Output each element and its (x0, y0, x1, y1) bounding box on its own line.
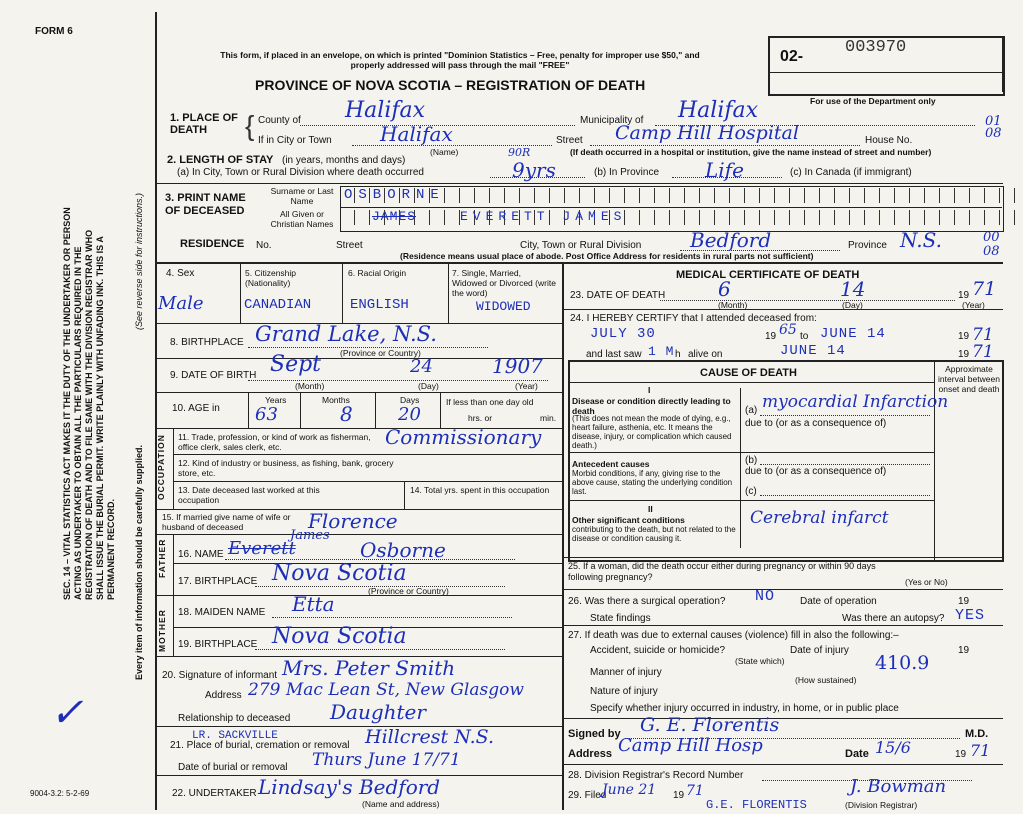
death-year-label: (Year) (962, 300, 985, 310)
registrar-label: (Division Registrar) (845, 800, 918, 810)
stay-b-value: Life (705, 158, 744, 182)
dob-year: 1907 (492, 354, 543, 378)
trade-value: Commissionary (385, 425, 542, 449)
deceased-name-label: 3. PRINT NAME OF DECEASED (165, 192, 246, 217)
typed-doctor-name: G.E. FLORENTIS (706, 798, 807, 812)
given-grid (340, 210, 1023, 225)
age-years: 63 (255, 404, 278, 425)
age-months: 8 (340, 402, 353, 426)
cause-a-value: myocardial Infarction (762, 392, 949, 412)
autopsy-label: Was there an autopsy? (842, 613, 945, 624)
occupation-side-label: OCCUPATION (156, 434, 166, 500)
mother-side-label: MOTHER (157, 609, 167, 652)
filed-year-prefix: 19 (673, 790, 685, 801)
dob-month: Sept (270, 352, 322, 377)
residence-no-label: No. (256, 240, 272, 251)
from-year-prefix: 19 (765, 331, 777, 342)
last-saw-label: and last saw (586, 349, 642, 360)
city-value: Halifax (380, 122, 453, 146)
burial-date: Thurs June 17/71 (312, 750, 461, 770)
reg-number: 003970 (845, 38, 907, 57)
dob-year-label: (Year) (515, 381, 538, 391)
header-note: This form, if placed in an envelope, on which is printed "Dominion Statistics – Free, penalty for improper use $50," and properly addressed will pass through the mail "FREE" (220, 50, 700, 70)
q26-label: 26. Was there a surgical operation? (568, 596, 726, 607)
to-year-prefix: 19 (958, 331, 970, 342)
form-title: PROVINCE OF NOVA SCOTIA – REGISTRATION OF DEATH (255, 77, 646, 93)
residence-province-value: N.S. (900, 228, 942, 252)
residence-note: (Residence means usual place of abode. Post Office Address for residents in rural parts not sufficient) (400, 251, 814, 261)
father-name-label: 16. NAME (178, 549, 224, 560)
birthplace-note: (Province or Country) (340, 348, 421, 358)
signature-date-label: Date (845, 748, 869, 760)
father-birthplace-value: Nova Scotia (272, 561, 407, 586)
last-worked-label: 13. Date deceased last worked at this occupation (178, 485, 320, 505)
last-saw-time: 1 M (648, 344, 675, 359)
death-year: 71 (972, 278, 997, 300)
stay-a-label: (a) In City, Town or Rural Division where death occurred (177, 167, 424, 178)
house-label: House No. (865, 135, 913, 146)
citizenship-value: CANADIAN (244, 297, 312, 313)
attended-to: JUNE 14 (820, 326, 886, 342)
father-birthplace-label: 17. BIRTHPLACE (178, 576, 258, 587)
attended-from: JULY 30 (590, 326, 656, 342)
birthplace-label: 8. BIRTHPLACE (170, 337, 244, 348)
city-name-label: (Name) (430, 147, 459, 157)
antecedent-label: Antecedent causes (572, 459, 650, 469)
cause-c-label: (c) (745, 486, 757, 497)
registrar-signature: J. Bowman (850, 776, 947, 797)
q26-value: NO (755, 588, 776, 605)
reg-prefix: 02- (780, 48, 804, 65)
side-code-d: 08 (983, 244, 1000, 259)
to-year: 71 (972, 325, 994, 345)
maiden-label: 18. MAIDEN NAME (178, 607, 266, 618)
side-code-b: 08 (985, 126, 1002, 141)
cause-a-label: (a) (745, 405, 758, 416)
mother-birthplace-value: Nova Scotia (272, 624, 407, 649)
marital-label: 7. Single, Married, Widowed or Divorced (write the word) (452, 268, 556, 298)
death-year-prefix: 19 (958, 290, 970, 301)
surname-value: OSBORNE (344, 187, 445, 203)
signature-year: 71 (970, 741, 991, 760)
dob-day-label: (Day) (418, 381, 439, 391)
informant-address: 279 Mac Lean St, New Glasgow (248, 680, 524, 700)
min-label: min. (540, 413, 557, 423)
municipality-label: Municipality of (580, 115, 644, 126)
age-days-label: Days (400, 395, 420, 405)
father-side-label: FATHER (157, 538, 167, 578)
length-of-stay-label: 2. LENGTH OF STAY (167, 154, 274, 166)
filed-year: 71 (686, 783, 704, 799)
q27-label: 27. If death was due to external causes (violence) fill in also the following:– (568, 630, 899, 641)
city-label: If in City or Town (258, 135, 332, 146)
marital-value: WIDOWED (476, 299, 531, 314)
hrs-label: hrs. or (468, 413, 493, 423)
sex-value: Male (158, 293, 204, 314)
death-month: 6 (718, 277, 731, 301)
section-i: I (648, 385, 651, 395)
to-label: to (800, 331, 809, 342)
alive-year-prefix: 19 (958, 349, 970, 360)
stay-a-note: 90R (508, 146, 531, 159)
street-label: Street (556, 135, 583, 146)
maiden-value: Etta (292, 592, 335, 616)
other-conditions-value: Cerebral infarct (750, 508, 889, 528)
citizenship-label: 5. Citizenship (Nationality) (245, 268, 297, 288)
signed-by-label: Signed by (568, 728, 621, 740)
stay-c-label: (c) In Canada (if immigrant) (790, 167, 912, 178)
death-day-label: (Day) (842, 300, 863, 310)
code-value: 410.9 (875, 652, 930, 674)
length-of-stay-note: (in years, months and days) (282, 155, 406, 166)
q25-label: 25. If a woman, did the death occur either during pregnancy or within 90 days following pregnancy? (568, 561, 876, 582)
burial-place-prefix: LR. SACKVILLE (192, 730, 278, 742)
autopsy-value: YES (955, 607, 986, 624)
burial-place-label: 21. Place of burial, cremation or removal (170, 740, 350, 751)
residence-province-label: Province (848, 240, 887, 251)
side-code-c: 00 (983, 230, 1000, 245)
md-label: M.D. (965, 728, 989, 740)
age-days: 20 (398, 404, 421, 425)
death-day: 14 (840, 277, 866, 301)
given-name-label: All Given or Christian Names (270, 209, 334, 229)
father-name-insert: James (290, 528, 330, 543)
form-label: FORM 6 (35, 26, 73, 37)
signature-address-value: Camp Hill Hosp (618, 735, 763, 756)
dept-use-label: For use of the Department only (810, 96, 936, 106)
signature-date-value: 15/6 (875, 738, 911, 757)
interval-label: Approximate interval between onset and death (938, 364, 1000, 394)
direct-cause-label: Disease or condition directly leading to death (572, 396, 731, 416)
cause-title: CAUSE OF DEATH (700, 367, 797, 379)
brace: { (245, 110, 255, 141)
signed-by-value: G. E. Florentis (640, 714, 780, 736)
signature-year-prefix: 19 (955, 749, 967, 760)
undertaker-label: 22. UNDERTAKER (172, 788, 257, 799)
trade-label: 11. Trade, profession, or kind of work as fisherman, office clerk, sales clerk, etc. (178, 432, 371, 452)
undertaker-value: Lindsay's Bedford (258, 775, 441, 799)
alive-on-label: alive on (688, 349, 723, 360)
dob-month-label: (Month) (295, 381, 325, 391)
direct-cause-note: (This does not mean the mode of dying, e.g., heart failure, asthenia, etc. It means the disease, injury, or complication which caused death.) (572, 414, 732, 450)
father-name-value: Osborne (360, 538, 446, 562)
father-name-struck: Everett (228, 538, 296, 559)
age-years-label: Years (265, 395, 287, 405)
manner-label: Manner of injury (590, 667, 662, 678)
injury-year-prefix: 19 (958, 645, 970, 656)
q25-yes-no: (Yes or No) (905, 577, 948, 587)
informant-address-label: Address (205, 690, 242, 701)
wife-label: 15. If married give name of wife or husband of deceased (162, 512, 291, 532)
birthplace-value: Grand Lake, N.S. (255, 322, 437, 346)
from-year: 65 (779, 322, 797, 338)
stay-b-label: (b) In Province (594, 167, 660, 178)
alive-year: 71 (972, 342, 994, 362)
surname-label: Surname or Last Name (270, 186, 334, 206)
residence-street-label: Street (336, 240, 363, 251)
dob-label: 9. DATE OF BIRTH (170, 370, 257, 381)
medical-title: MEDICAL CERTIFICATE OF DEATH (676, 269, 860, 281)
last-saw-suffix: h (675, 349, 681, 360)
op-date-label: Date of operation (800, 596, 877, 607)
racial-value: ENGLISH (350, 297, 409, 313)
side-code-a: 01 (985, 114, 1002, 129)
nature-label: Nature of injury (590, 686, 658, 697)
filed-value: June 21 (602, 782, 657, 798)
age-label: 10. AGE in (172, 403, 220, 414)
residence-city-label: City, Town or Rural Division (520, 240, 642, 251)
supply-note: Every item of information should be carefully supplied. (134, 444, 144, 680)
section-ii: II (648, 504, 653, 514)
op-year-prefix: 19 (958, 596, 970, 607)
residence-city-value: Bedford (690, 228, 772, 252)
less-day-label: If less than one day old (446, 397, 534, 407)
age-months-label: Months (322, 395, 350, 405)
statute-text: SEC. 14 – VITAL STATISTICS ACT MAKES IT THE DUTY OF THE UNDERTAKER OR PERSON ACTING AS UNDERTAKER TO OBTAIN ALL THE PARTICULARS REQUIRED IN THE REGISTRATION OF DEATH AND TO FILE SAME WITH THE DIVISION REGISTRAR WHO SHALL ISSUE THE BURIAL PERMIT. WRITE PLAINLY WITH UNFADING INK. THIS IS A PERMANENT RECORD. (62, 207, 116, 600)
given-struck: JAMES (372, 209, 417, 224)
accident-label: Accident, suicide or homicide? (590, 645, 726, 656)
filed-label: 29. Filed (568, 790, 607, 801)
relationship-label: Relationship to deceased (178, 713, 291, 724)
father-province-note: (Province or Country) (368, 586, 449, 596)
findings-label: State findings (590, 613, 651, 624)
given-value: EVERETT JAMES (460, 209, 627, 224)
stay-a-value: 9yrs (512, 158, 556, 182)
mother-birthplace-label: 19. BIRTHPLACE (178, 639, 258, 650)
cause-a-due-label: due to (or as a consequence of) (745, 418, 887, 429)
burial-place: Hillcrest N.S. (365, 726, 495, 748)
signature-address-label: Address (568, 748, 613, 760)
municipality-value: Halifax (678, 98, 759, 123)
street-value: Camp Hill Hospital (615, 122, 799, 144)
specify-label: Specify whether injury occurred in industry, in home, or in public place (590, 703, 899, 714)
sex-label: 4. Sex (166, 268, 195, 279)
street-note: (If death occurred in a hospital or institution, give the name instead of street and number) (570, 147, 932, 157)
county-label: County of (258, 115, 301, 126)
racial-label: 6. Racial Origin (348, 268, 407, 278)
industry-label: 12. Kind of industry or business, as fishing, bank, grocery store, etc. (178, 458, 394, 478)
place-of-death-label: 1. PLACE OF DEATH (170, 112, 238, 136)
undertaker-note: (Name and address) (362, 799, 440, 809)
death-month-label: (Month) (718, 300, 748, 310)
county-value: Halifax (345, 98, 426, 123)
relationship-value: Daughter (330, 700, 426, 724)
cause-b-label: (b) (745, 455, 758, 466)
total-years-label: 14. Total yrs. spent in this occupation (410, 485, 550, 495)
death-date-label: 23. DATE OF DEATH (570, 290, 666, 301)
informant-signature: Mrs. Peter Smith (282, 656, 456, 680)
dob-day: 24 (410, 356, 433, 377)
alive-on: JUNE 14 (780, 343, 846, 359)
injury-date-label: Date of injury (790, 645, 849, 656)
wife-value: Florence (308, 509, 398, 533)
record-number-label: 28. Division Registrar's Record Number (568, 770, 744, 781)
informant-signature-label: 20. Signature of informant (162, 670, 278, 681)
antecedent-note: Morbid conditions, if any, giving rise to the above cause, stating the underlying condition last. (572, 469, 733, 496)
footer-code: 9004-3.2: 5-2-69 (30, 789, 90, 798)
residence-label: RESIDENCE (180, 238, 245, 250)
margin-check-mark: ✓ (50, 690, 84, 736)
cause-b-due-label: due to (or as a consequence of) (745, 466, 887, 477)
certify-label: 24. I HEREBY CERTIFY that I attended deceased from: (570, 313, 817, 324)
state-which-label: (State which) (735, 656, 785, 666)
burial-date-label: Date of burial or removal (178, 762, 288, 773)
instructions-note: (See reverse side for instructions.) (134, 192, 144, 330)
other-conditions-note: contributing to the death, but not related to the disease or condition causing it. (572, 525, 736, 543)
how-sustained-label: (How sustained) (795, 675, 857, 685)
other-conditions-label: Other significant conditions (572, 515, 685, 525)
